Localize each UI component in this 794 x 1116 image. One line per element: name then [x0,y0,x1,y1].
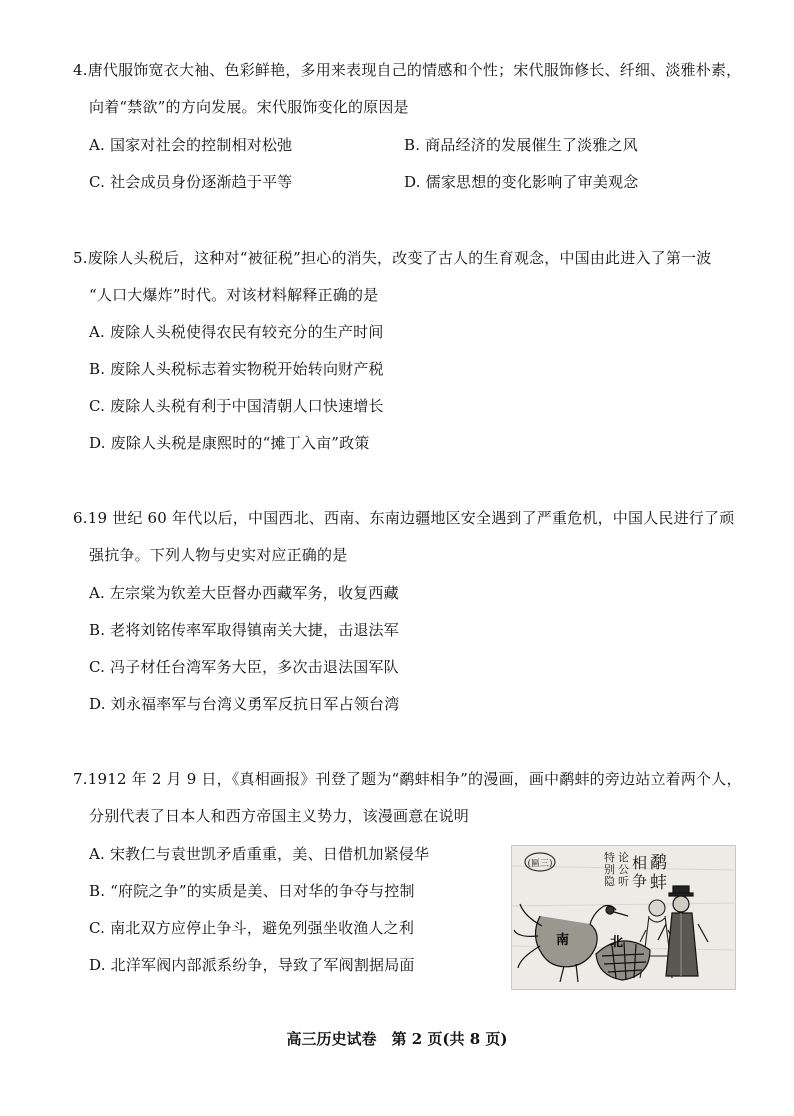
q4-stem-line-2: 向着“禁欲”的方向发展。宋代服饰变化的原因是 [89,98,409,116]
q7-stem-line-1: 7.1912 年 2 月 9 日，《真相画报》刊登了题为“鹬蚌相争”的漫画，画中鹬蚌的旁边站立着两个人， [73,770,742,788]
q5-stem-line-1: 5.废除人头税后，这种对“被征税”担心的消失，改变了古人的生育观念，中国由此进入了第一波 [73,249,712,267]
q7-stem-line-2: 分别代表了日本人和西方帝国主义势力，该漫画意在说明 [89,807,470,825]
caption-col1-char-3: 隐 [604,875,615,888]
label-south: 南 [556,933,570,948]
cartoon-title-char-3: 相 [632,854,648,872]
q6-option-d: D. 刘永福率军与台湾义勇军反抗日军占领台湾 [89,695,400,713]
q6-option-c: C. 冯子材任台湾军务大臣，多次击退法国军队 [89,658,399,676]
cartoon-title-char-2: 蚌 [650,873,667,893]
q7-option-a: A. 宋教仁与袁世凯矛盾重重，美、日借机加紧侵华 [89,845,430,863]
stamp-text: (匾三) [527,859,553,869]
q7-option-d: D. 北洋军阀内部派系纷争，导致了军阀割据局面 [89,956,415,974]
q5-stem-line-2: “人口大爆炸”时代。对该材料解释正确的是 [89,286,379,304]
caption-col2-char-1: 论 [618,851,629,864]
page-footer: 高三历史试卷 第 2 页(共 8 页) [286,1030,508,1048]
caption-col1-char-1: 特 [604,851,615,864]
q4-option-b: B. 商品经济的发展催生了淡雅之风 [404,136,638,154]
q5-option-c: C. 废除人头税有利于中国清朝人口快速增长 [89,397,384,415]
cartoon-drawing [512,846,735,989]
q4-stem-line-1: 4.唐代服饰宽衣大袖、色彩鲜艳，多用来表现自己的情感和个性；宋代服饰修长、纤细、淡雅朴素， [73,61,742,79]
q4-option-c: C. 社会成员身份逐渐趋于平等 [89,173,293,191]
q7-option-b: B. “府院之争”的实质是美、日对华的争夺与控制 [89,882,415,900]
q5-option-a: A. 废除人头税使得农民有较充分的生产时间 [89,323,384,341]
q6-stem-line-2: 强抗争。下列人物与史实对应正确的是 [89,546,348,564]
q5-option-d: D. 废除人头税是康熙时的“摊丁入亩”政策 [89,434,370,452]
q4-option-a: A. 国家对社会的控制相对松弛 [89,136,293,154]
q6-stem-line-1: 6.19 世纪 60 年代以后，中国西北、西南、东南边疆地区安全遇到了严重危机，中国人民进行了顽 [73,509,735,527]
label-north: 北 [610,935,624,950]
cartoon-title-char-4: 争 [632,872,648,890]
caption-col2-char-2: 公 [618,863,629,876]
caption-col1-char-2: 别 [604,863,615,876]
cartoon-title-char-1: 鹬 [650,853,667,873]
q6-option-b: B. 老将刘铭传率军取得镇南关大捷，击退法军 [89,621,399,639]
cartoon-illustration [511,845,736,990]
q6-option-a: A. 左宗棠为钦差大臣督办西藏军务，收复西藏 [89,584,399,602]
caption-col2-char-3: 听 [618,875,629,888]
q7-option-c: C. 南北双方应停止争斗，避免列强坐收渔人之利 [89,919,415,937]
q5-option-b: B. 废除人头税标志着实物税开始转向财产税 [89,360,384,378]
q4-option-d: D. 儒家思想的变化影响了审美观念 [404,173,639,191]
